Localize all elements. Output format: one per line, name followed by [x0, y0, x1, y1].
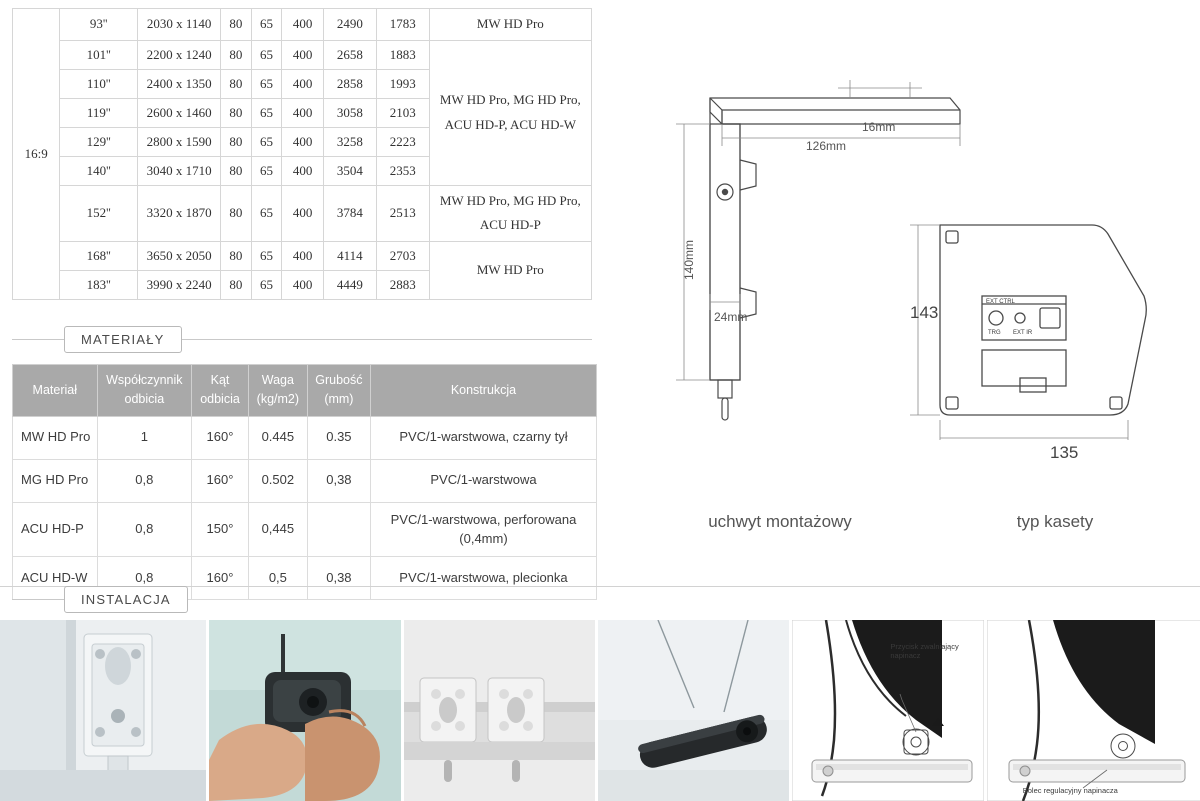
dimensions-cell: 3320 x 1870: [138, 185, 221, 241]
value-e-cell: 1883: [376, 40, 429, 69]
reflection-coefficient-cell: 0,8: [97, 459, 192, 502]
table-row: [13, 9, 592, 41]
header-line-1: Waga: [261, 373, 294, 387]
value-a-cell: 80: [221, 9, 252, 41]
thickness-cell: 0,38: [307, 459, 370, 502]
table-header-row: [13, 365, 597, 417]
dimensions-cell: 2600 x 1460: [138, 98, 221, 127]
reflection-angle-cell: 160°: [192, 459, 249, 502]
construction-cell: PVC/1-warstwowa, plecionka: [370, 557, 596, 600]
value-c-cell: 400: [282, 271, 324, 300]
value-d-cell: 2490: [324, 9, 377, 41]
construction-cell: PVC/1-warstwowa: [370, 459, 596, 502]
dimensions-cell: 2030 x 1140: [138, 9, 221, 41]
value-e-cell: 2703: [376, 242, 429, 271]
material-name-cell: ACU HD-W: [13, 557, 98, 600]
end-cap-adjust-photo: [209, 620, 400, 801]
rail-mount-photo: [404, 620, 595, 801]
value-b-cell: 65: [251, 271, 282, 300]
case-label-ext-ctrl: EXT CTRL: [986, 299, 1015, 305]
tension-bolt-diagram: [987, 620, 1200, 801]
reflection-coefficient-cell: 1: [97, 416, 192, 459]
column-header-construction: [370, 365, 596, 417]
model-group-cell: MW HD Pro, MG HD Pro, ACU HD-P, ACU HD-W: [429, 40, 591, 185]
value-d-cell: 3258: [324, 127, 377, 156]
value-c-cell: 400: [282, 156, 324, 185]
value-e-cell: 2513: [376, 185, 429, 241]
release-button-label: Przycisk zwalniający napinacz: [890, 642, 959, 661]
header-line-2: odbicia: [124, 392, 165, 407]
specification-table: [12, 8, 592, 300]
value-b-cell: 65: [251, 98, 282, 127]
bracket-dim-width-label: 126mm: [806, 139, 847, 153]
table-row: [13, 502, 597, 557]
header-line-1: Kąt: [210, 373, 230, 387]
value-b-cell: 65: [251, 127, 282, 156]
case-dim-height-label: 143: [910, 303, 939, 322]
table-row: [13, 416, 597, 459]
bracket-dim-height-label: 140mm: [682, 239, 696, 280]
thickness-cell: 0,38: [307, 557, 370, 600]
value-c-cell: 400: [282, 242, 324, 271]
header-line-1: Materiał: [32, 382, 78, 397]
column-header-thickness: [307, 365, 370, 417]
construction-cell: PVC/1-warstwowa, perforowana (0,4mm): [370, 502, 596, 557]
installation-section-header: [12, 586, 252, 613]
weight-cell: 0,445: [248, 502, 307, 557]
dimensions-cell: 3990 x 2240: [138, 271, 221, 300]
value-e-cell: 2353: [376, 156, 429, 185]
size-cell: 140'': [60, 156, 138, 185]
thickness-cell: 0.35: [307, 416, 370, 459]
value-b-cell: 65: [251, 40, 282, 69]
column-header-weight: [248, 365, 307, 417]
reflection-coefficient-cell: 0,8: [97, 502, 192, 557]
materials-table-wrapper: [12, 364, 597, 600]
weight-cell: 0,5: [248, 557, 307, 600]
divider-right: [182, 339, 592, 340]
weight-cell: 0.502: [248, 459, 307, 502]
value-b-cell: 65: [251, 156, 282, 185]
table-row: [13, 459, 597, 502]
size-cell: 93'': [60, 9, 138, 41]
value-e-cell: 2223: [376, 127, 429, 156]
model-group-cell: MW HD Pro: [429, 9, 591, 41]
value-e-cell: 1993: [376, 69, 429, 98]
wall-bracket-photo: [0, 620, 206, 801]
value-d-cell: 2658: [324, 40, 377, 69]
value-b-cell: 65: [251, 242, 282, 271]
bracket-dim-top-label: 16mm: [862, 120, 896, 134]
thickness-cell: [307, 502, 370, 557]
header-line-1: Grubość: [315, 373, 363, 387]
installation-section-title: INSTALACJA: [64, 586, 188, 613]
header-line-2: (kg/m2): [256, 392, 300, 407]
dimensions-cell: 2400 x 1350: [138, 69, 221, 98]
technical-drawings: [610, 20, 1195, 580]
value-c-cell: 400: [282, 98, 324, 127]
value-a-cell: 80: [221, 242, 252, 271]
value-d-cell: 4449: [324, 271, 377, 300]
divider-left: [12, 599, 64, 600]
dimensions-cell: 2200 x 1240: [138, 40, 221, 69]
material-name-cell: MW HD Pro: [13, 416, 98, 459]
header-line-2: (mm): [324, 392, 354, 407]
divider-left: [12, 339, 64, 340]
header-line-1: Współczynnik: [106, 373, 183, 387]
value-c-cell: 400: [282, 69, 324, 98]
dimensions-cell: 3040 x 1710: [138, 156, 221, 185]
value-d-cell: 4114: [324, 242, 377, 271]
installation-photo-strip: [0, 620, 1200, 801]
size-cell: 168'': [60, 242, 138, 271]
size-cell: 152'': [60, 185, 138, 241]
bracket-dim-depth-label: 24mm: [714, 310, 748, 324]
value-b-cell: 65: [251, 69, 282, 98]
case-type-drawing: [900, 20, 1180, 440]
value-a-cell: 80: [221, 185, 252, 241]
value-e-cell: 2103: [376, 98, 429, 127]
materials-section-header: [12, 326, 592, 353]
value-a-cell: 80: [221, 69, 252, 98]
material-name-cell: MG HD Pro: [13, 459, 98, 502]
size-cell: 183'': [60, 271, 138, 300]
dimensions-cell: 2800 x 1590: [138, 127, 221, 156]
case-dim-width-label: 135: [1050, 443, 1079, 462]
dimensions-cell: 3650 x 2050: [138, 242, 221, 271]
tension-release-diagram: [792, 620, 983, 801]
bottom-bar-photo: [598, 620, 789, 801]
materials-section-title: MATERIAŁY: [64, 326, 182, 353]
specification-table-wrapper: [12, 8, 592, 300]
model-group-cell: MW HD Pro: [429, 242, 591, 300]
size-cell: 129'': [60, 127, 138, 156]
value-d-cell: 2858: [324, 69, 377, 98]
value-a-cell: 80: [221, 40, 252, 69]
size-cell: 101'': [60, 40, 138, 69]
value-c-cell: 400: [282, 185, 324, 241]
case-caption: typ kasety: [1016, 512, 1094, 531]
value-a-cell: 80: [221, 156, 252, 185]
reflection-coefficient-cell: 0,8: [97, 557, 192, 600]
value-a-cell: 80: [221, 127, 252, 156]
weight-cell: 0.445: [248, 416, 307, 459]
tension-bolt-label: Bolec regulacyjny napinacza: [1022, 786, 1118, 795]
table-row: [13, 242, 592, 271]
value-c-cell: 400: [282, 127, 324, 156]
value-d-cell: 3058: [324, 98, 377, 127]
materials-table: [12, 364, 597, 600]
value-b-cell: 65: [251, 9, 282, 41]
value-e-cell: 1783: [376, 9, 429, 41]
bracket-caption: uchwyt montażowy: [708, 512, 852, 531]
header-line-2: odbicia: [200, 392, 240, 407]
value-e-cell: 2883: [376, 271, 429, 300]
case-label-ext-ir: EXT IR: [1013, 330, 1033, 336]
value-a-cell: 80: [221, 271, 252, 300]
material-name-cell: ACU HD-P: [13, 502, 98, 557]
size-cell: 110'': [60, 69, 138, 98]
column-header-reflection-angle: [192, 365, 249, 417]
column-header-reflection-coefficient: [97, 365, 192, 417]
reflection-angle-cell: 160°: [192, 557, 249, 600]
reflection-angle-cell: 150°: [192, 502, 249, 557]
value-d-cell: 3504: [324, 156, 377, 185]
header-line-1: Konstrukcja: [450, 382, 517, 397]
model-group-cell: MW HD Pro, MG HD Pro, ACU HD-P: [429, 185, 591, 241]
column-header-material: [13, 365, 98, 417]
value-b-cell: 65: [251, 185, 282, 241]
table-row: [13, 40, 592, 69]
value-c-cell: 400: [282, 9, 324, 41]
construction-cell: PVC/1-warstwowa, czarny tył: [370, 416, 596, 459]
value-c-cell: 400: [282, 40, 324, 69]
value-d-cell: 3784: [324, 185, 377, 241]
case-label-trg: TRG: [988, 330, 1001, 336]
table-row: [13, 185, 592, 241]
value-a-cell: 80: [221, 98, 252, 127]
aspect-ratio-cell: 16:9: [13, 9, 60, 300]
reflection-angle-cell: 160°: [192, 416, 249, 459]
size-cell: 119'': [60, 98, 138, 127]
